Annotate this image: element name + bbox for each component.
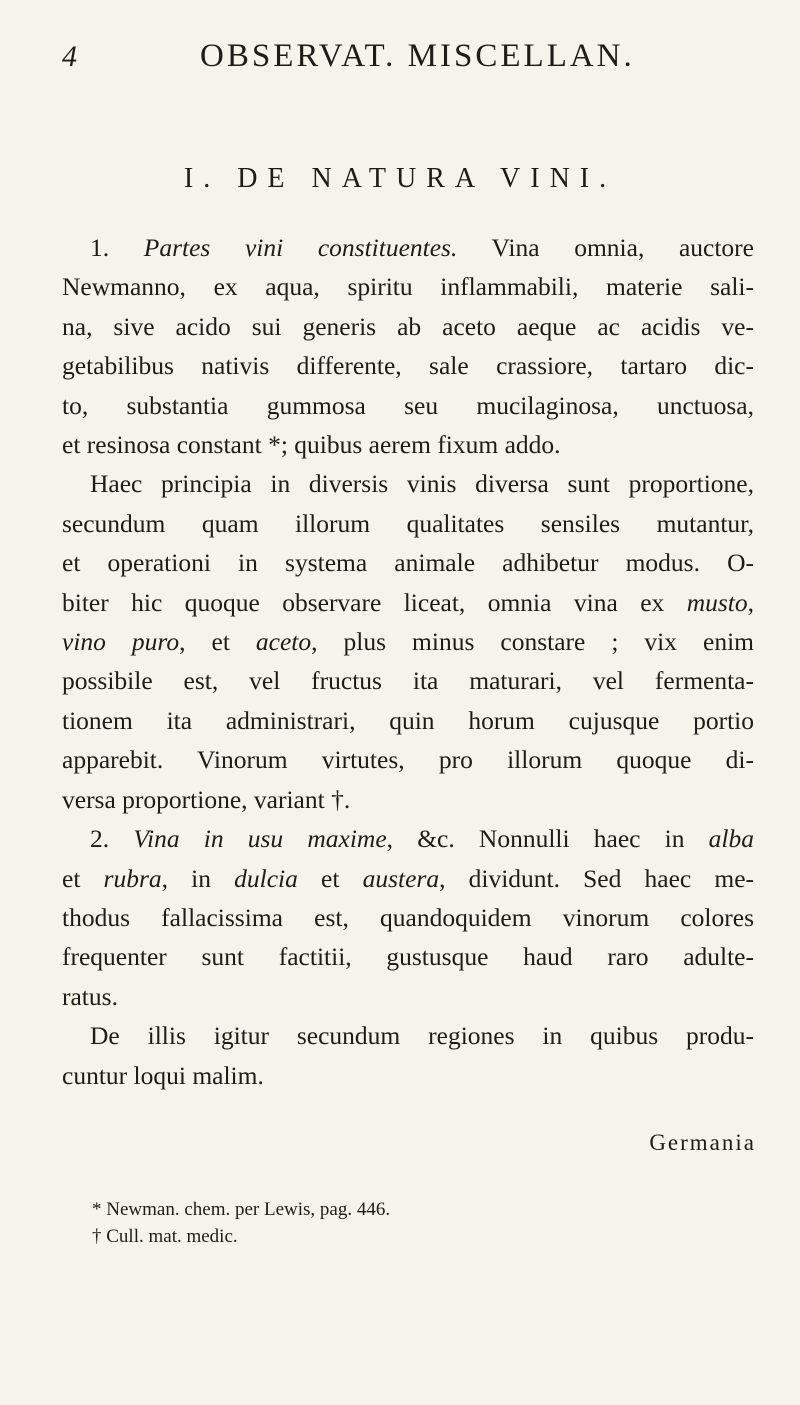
text-line: tionem ita administrari, quin horum cujusque portio xyxy=(62,705,754,735)
footnotes xyxy=(92,1196,390,1250)
text-line: thodus fallacissima est, quandoquidem vinorum colores xyxy=(62,902,754,932)
running-title: OBSERVAT. MISCELLAN. xyxy=(200,38,635,74)
text-line: apparebit. Vinorum virtutes, pro illorum quoque di- xyxy=(62,745,754,775)
text-line: vino puro, et aceto, plus minus constare ; vix enim xyxy=(62,627,754,657)
text-line: Newmanno, ex aqua, spiritu inflammabili, materie sali- xyxy=(62,272,754,302)
text-line: Haec principia in diversis vinis diversa sunt proportione, xyxy=(90,469,754,499)
running-head xyxy=(60,32,740,82)
text-line: possibile est, vel fructus ita maturari, vel fermenta- xyxy=(62,666,754,696)
text-line: cuntur loqui malim. xyxy=(62,1060,264,1090)
text-line: frequenter sunt factitii, gustusque haud raro adulte- xyxy=(62,942,754,972)
text-line: et resinosa constant *; quibus aerem fixum addo. xyxy=(62,430,561,460)
text-line: De illis igitur secundum regiones in quibus produ- xyxy=(90,1021,754,1051)
text-line: biter hic quoque observare liceat, omnia vina ex musto, xyxy=(62,587,754,617)
catchword: Germania xyxy=(649,1130,756,1155)
footnote: † Cull. mat. medic. xyxy=(92,1226,238,1247)
text-line: ratus. xyxy=(62,981,118,1011)
text-line: et rubra, in dulcia et austera, dividunt. Sed haec me- xyxy=(62,863,755,893)
text-line: et operationi in systema animale adhibetur modus. O- xyxy=(62,548,754,578)
footnote: * Newman. chem. per Lewis, pag. 446. xyxy=(92,1199,391,1220)
text-line: secundum quam illorum qualitates sensiles mutantur, xyxy=(62,508,754,538)
text-line: 1. Partes vini constituentes. Vina omnia, auctore xyxy=(90,233,754,262)
text-line: 2. Vina in usu maxime, &c. Nonnulli haec in alba xyxy=(90,824,754,854)
text-line: getabilibus nativis differente, sale crassiore, tartaro dic- xyxy=(62,351,754,381)
body-text xyxy=(62,228,754,1095)
section-heading: I. DE NATURA VINI. xyxy=(183,163,617,194)
text-line: versa proportione, variant †. xyxy=(62,784,351,814)
text-line: to, substantia gummosa seu mucilaginosa, unctuosa, xyxy=(62,390,754,420)
page-number: 4 xyxy=(62,40,77,73)
text-line: na, sive acido sui generis ab aceto aeque ac acidis ve- xyxy=(62,311,754,341)
